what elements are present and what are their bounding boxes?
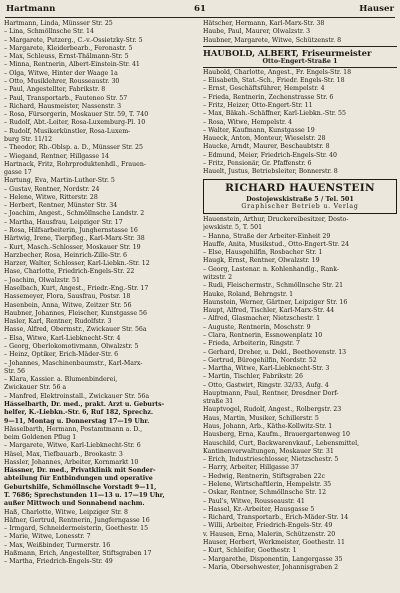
directory-entry: straße 31 [203,398,234,406]
ad-hauenstein-address: Dostojewskistraße 5 / Tel. 501 [246,194,354,203]
directory-entry: – Edmund, Meier, Friedrich-Engels-Str. 40 [203,151,337,159]
directory-entry: helfer, K.-Liebkn.-Str. 6, Ruf 182, Sprechz. [4,409,154,417]
ad-hauenstein-name: RICHARD HAUENSTEIN [225,181,375,194]
right-bottom-entries [203,216,397,572]
directory-entry: Hauptvogel, Rudolf, Angest., Rolbergstr. 23 [203,406,342,414]
directory-entry: – Otto, Musiklehrer, Rousseaustr. 30 [4,77,120,85]
directory-entry: Hauschild, Curt, Backwarenvkauf., Lebensmittel, [203,439,360,447]
directory-entry: Hasse, Alfred, Obermstr., Zwickauer Str. 56a [4,326,147,334]
directory-entry: – Manfred, Elektroinstall., Zwickauer Str. 56a [4,392,150,400]
directory-entry: – Oskar, Rentner, Schmöllnsche Str. 12 [203,489,327,497]
directory-entry: Haube, Paul, Maurer, Ölwalzstr. 3 [203,28,311,36]
directory-entry: Hartnack, Fritz, Rohrproduktenhdl., Frauen- [4,160,146,168]
directory-entry: – Erich, Industrieschlosser, Nietzschestr. 5 [203,456,339,464]
directory-entry: Hässner, Dr. med., Privatklinik mit Sonder- [4,467,156,475]
directory-entry: – Hedwig, Rentnerin, Stiftsgraben 22c [203,472,325,480]
directory-entry: – Fritz, Heizer, Otto-Engert-Str. 11 [203,101,313,109]
hauenstein-advertisement [203,179,397,215]
directory-entry: Hauke, Roland, Behrngstr. 1 [203,290,294,298]
directory-entry: Hasenbein, Anna, Witwe, Zeitzer Str. 56 [4,301,132,309]
directory-entry: jewskistr. 5, T. 501 [203,224,263,232]
ad-haubold-address: Otto-Engert-Straße 1 [262,57,338,65]
page-number: 61 [194,4,206,14]
directory-entry: – Paul, Angestellter, Fabrikstr. 8 [4,86,106,94]
directory-entry: v. Hausen, Erna, Malerin, Schützenstr. 20 [203,530,336,538]
directory-entry: – Fritz, Pensionär, Gr. Pfaffenstr. 6 [203,159,312,167]
directory-entry: – Lina, Schmöllnsche Str. 14 [4,28,94,36]
directory-entry: – Margarethe, Disponentin, Langergasse 35 [203,555,343,563]
directory-entry: Haunstein, Werner, Gärtner, Leipziger Str. 16 [203,298,348,306]
directory-entry: – Kurt, Masch.-Schlosser, Moskauer Str. 19 [4,243,141,251]
directory-entry: Hauelt, Justus, Betriebsleiter, Bonnerstr. 8 [203,168,338,176]
directory-entry: – Martha, Friedrich-Engels-Str. 49 [4,558,113,566]
directory-entry: – Otto, Gastwirt, Ringstr. 32/33, Aufg. 4 [203,381,329,389]
directory-entry: T. 7686; Sprechstunden 11—13 u. 17—19 Uhr, [4,492,165,500]
directory-entry: – Harry, Arbeiter, Hillgasse 37 [203,464,299,472]
directory-entry: Str. 56 [4,367,26,375]
directory-entry: – Helene, Wirtschaftlerin, Hempelstr. 35 [203,481,332,488]
directory-entry: – Heinz, Optiker, Erich-Mäder-Str. 6 [4,351,119,359]
directory-entry: – Georg, Lastenar. n. Kohlenhandlg., Rank- [203,265,339,273]
directory-entry: Häfner, Gertrud, Rentnerin, Jungferngasse 16 [4,516,150,524]
directory-entry: – Auguste, Rentnerin, Moschstr. 9 [203,323,311,331]
directory-entry: – Richard, Hausmeister, Nassenstr. 3 [4,102,122,110]
directory-entry: – Margarete, Kleiderbearb., Feronastr. 5 [4,44,133,52]
directory-entry: Harzbecher, Rosa, Heinrich-Zille-Str. 6 [4,251,128,259]
directory-entry: Hauffe, Anita, Musikstud., Otto-Engert-Str. 24 [203,240,350,248]
directory-entry: – Rosa, Witwe, Hempelstr. 4 [203,118,293,126]
directory-entry: Geburtshilfe, Schmöllnsche Vorstadt 9—11, [4,483,157,491]
directory-entry: – Frieda, Rentnerin, Zechenstrasse Str. 6 [203,93,334,101]
directory-entry: – Joachim, Angest., Schmöllnsche Landstr. 2 [4,210,145,218]
directory-entry: – Elisabeth, Stat.-Sch., Friedr. Engels-Str. 18 [203,77,345,85]
directory-entry: abteilung für Entbindungen und operative [4,475,153,483]
directory-entry: – Willi, Arbeiter, Friedrich-Engels-Str. 49 [203,522,333,530]
header-right-keyword: Hauser [359,4,394,14]
directory-entry: Hauenstein, Arthur, Druckereibesitzer, Dosto- [203,216,349,223]
directory-entry: Haubner, Johannes, Fleischer, Kunstgasse 56 [4,309,147,317]
directory-entry: Hätscher, Hermann, Karl-Marx-Str. 38 [203,20,325,27]
directory-entry: Hässelbarth, Hermann, Postamtmann a. D., [4,425,143,433]
directory-entry: – Max, Bäkah.-Schäffner, Karl-Liebkn.-Str. 55 [203,110,346,118]
left-column [4,20,196,567]
directory-entry: – Johannes, Maschinenbaumstr., Karl-Marx- [4,359,143,367]
directory-entry: Kantinenverwaltungen, Moskauer Str. 31 [203,447,334,455]
directory-entry: – Helene, Witwe, Ritterstr. 28 [4,193,98,201]
directory-entry: – Hanna, Straße der Arbeiter-Einheit 29 [203,232,331,240]
directory-entry: beim Goldenen Pflug 1 [4,434,77,442]
directory-entry: – Maria, Obersehwester, Johannisgraben 2 [203,563,339,571]
directory-entry: – Wiegand, Rentner, Hillgasse 14 [4,152,110,160]
directory-entry: – Frieda, Arbeiterin, Ringstr. 7 [203,340,300,348]
directory-entry: Hassemeyer, Flora, Sausfrau, Postsr. 18 [4,293,131,301]
directory-entry: Hartmann, Linda, Münsser Str. 25 [4,20,113,27]
directory-entry: Hauptmann, Paul, Rentner, Dresdner Dorf- [203,389,339,397]
directory-entry: – Kurt, Schleifer, Goethestr. 1 [203,547,297,555]
directory-entry: – Georg, Oberlokomotivmann, Ölwalzstr. 5 [4,342,139,350]
directory-entry: Haus, Martin, Musiker, Schillerstr. 5 [203,414,319,422]
directory-entry: – Gertrud, Bürogehilfin, Nordstr. 52 [203,356,317,364]
directory-entry: – Walter, Kaufmann, Kunstgasse 19 [203,126,315,134]
directory-entry: Haubner, Margarete, Witwe, Schützenstr. 8 [203,36,342,44]
directory-entry: Haßmann, Erich, Angestellter, Stiftsgraben 17 [4,550,152,557]
directory-entry: – Rudolf, Musikerkünstler, Rosa-Luxem- [4,127,131,135]
directory-entry: – Max, Weißbinder, Turmerstr. 16 [4,541,111,549]
header-left-keyword: Hartmann [6,4,56,14]
page-header [6,4,394,16]
directory-entry: – Alfred, Glasmacher, Nietzschestr. 1 [203,315,321,323]
directory-entry: – Elsa, Witwe, Karl-Liebknecht-Str. 4 [4,334,121,342]
directory-entry: – Richard, Transportarb., Erich-Mäder-Str. 14 [203,514,349,522]
directory-entry: Hässelbarth, Dr. med., prakt. Arzt u. Geburts- [4,400,165,408]
directory-entry: Hauser, Herbert, Werkmeister, Goethestr. 11 [203,538,346,546]
directory-entry: – Joachim, Ölwalzstr. 51 [4,276,80,284]
directory-entry: Haugk, Ernst, Rentner, Ölwalzstr. 19 [203,257,320,265]
directory-entry: burg Str. 11/12 [4,135,53,143]
directory-entry: Hasler, Karl, Rentner, Rudolfstr. 3 [4,318,112,326]
directory-entry: – Rudi, Fleischermstr., Schmöllnsche Str. 21 [203,282,344,290]
directory-entry: Harzer, Walter, Schlosser, Karl-Liebkn.-Str. 12 [4,260,150,268]
directory-entry: – Rosa, Fürsorgerin, Moskauer Str. 59, T. 740 [4,111,149,119]
directory-entry: Hartung, Eva, Martin-Luther-Str. 5 [4,177,115,185]
directory-entry: – Gerhard, Dreher, u. Dekl., Beethovenstr. 13 [203,348,347,356]
directory-entry: Hassler, Johannes, Arbeiter, Kornmarkt 10 [4,458,139,466]
directory-entry: – Ernst, Geschäftsführer, Hempelstr. 4 [203,85,325,93]
directory-entry: Haselbach, Kurt, Angest., Friedr.-Eng.-Str. 17 [4,285,149,292]
right-top-entries [203,20,397,45]
header-rule [5,17,395,18]
directory-entry: Haucke, Arndt, Maurer, Beschaubtstr. 8 [203,143,330,151]
directory-entry: – Herbert, Rentner, Münster Str. 34 [4,202,118,210]
directory-entry: Haupt, Alfred, Tischler, Karl-Marx-Str. 44 [203,307,335,315]
directory-entry: – Martha, Hausfrau, Leipziger Str. 17 [4,218,123,226]
directory-entry: witzstr. 2 [203,273,233,281]
directory-entry: – Paul's, Witwe, Rousseaustr. 41 [203,497,305,505]
right-mid-entries [203,69,397,177]
directory-entry: Haus, Johann, Arb., Käthe-Kollwitz-Str. 1 [203,423,333,431]
directory-entry: – Martin, Tischler, Fabrikstr. 26 [203,373,303,381]
directory-entry: – Hassel, Kr.-Arbeiter, Hausgasse 5 [203,505,315,513]
directory-entry: – Max, Schleuss, Ernst-Thälmann-Str. 5 [4,53,129,61]
ad-hauenstein-tagline: Graphischer Betrieb u. Verlag [241,203,359,210]
directory-entry: – Irmgard, Schneidermeisterin, Goethestr. 15 [4,525,149,533]
directory-entry: – Olga, Witwe, Hinter der Waage 1a [4,69,118,77]
directory-entry: – Theodor, Rb.-Oblsp. a. D., Münsser Str. 25 [4,144,143,152]
directory-entry: – Minna, Rentnerin, Albert-Einstein-Str. 41 [4,61,140,69]
directory-entry: – Gustav, Rentner, Nordstr. 24 [4,185,100,193]
directory-entry: – Paul, Transportarb., Fauteneo Str. 57 [4,94,128,102]
directory-entry: Haß, Charlotte, Witwe, Leipziger Str. 8 [4,508,129,516]
directory-entry: – Marie, Witwe, Lonesstr. 7 [4,533,91,541]
directory-entry: – Margarete, Witwe, Karl-Liebknecht-Str. 6 [4,442,141,450]
directory-entry: gasse 17 [4,169,32,177]
directory-entry: Haubold, Charlotte, Angest., Fr. Engels-Str. 18 [203,68,352,76]
haubold-advertisement [203,46,397,68]
directory-entry: – Clara, Rentnerin, Essnowenplatz 10 [203,331,323,339]
directory-entry: Hausberg, Erna, Kaufm., Brauergartenweg 10 [203,431,350,439]
directory-entry: Haueck, Anton, Monteur, Wieselstr. 28 [203,135,326,143]
directory-entry: Zwickauer Str. 56 a [4,384,67,392]
directory-entry: – Rudolf, Abt.-Leiter, Rosa-Luxemburg-Pl. 10 [4,119,146,127]
directory-entry: – Else, Hausgehilfin, Rosbacher Str. 1 [203,249,323,257]
directory-entry: außer Mittwoch und Sonnabend nachm. [4,500,145,508]
directory-entry: Hase, Charlotte, Friedrich-Engels-Str. 22 [4,268,135,276]
directory-entry: 9—11, Montag u. Donnerstag 17—19 Uhr. [4,417,150,425]
directory-entry: – Klara, Kassier. a. Blumenbindereí, [4,376,118,384]
directory-entry: – Martha, Witwe, Karl-Liebknecht-Str. 3 [203,365,330,373]
ad-haubold-name: HAUBOLD, ALBERT, Friseurmeister [203,47,372,58]
right-column [203,20,397,572]
directory-entry: Häsel, Max, Tiefbauarb., Brookastr. 3 [4,450,123,458]
directory-entry: – Margarete, Putzerg., C.-v.-Ossietzky-Str. 5 [4,36,143,44]
directory-entry: – Rosa, Hilfsarbeiterin, Junghernstasse 16 [4,227,138,235]
directory-entry: Härtwig, Irene, Tierpfleg., Karl-Marx-Str. 38 [4,235,145,243]
